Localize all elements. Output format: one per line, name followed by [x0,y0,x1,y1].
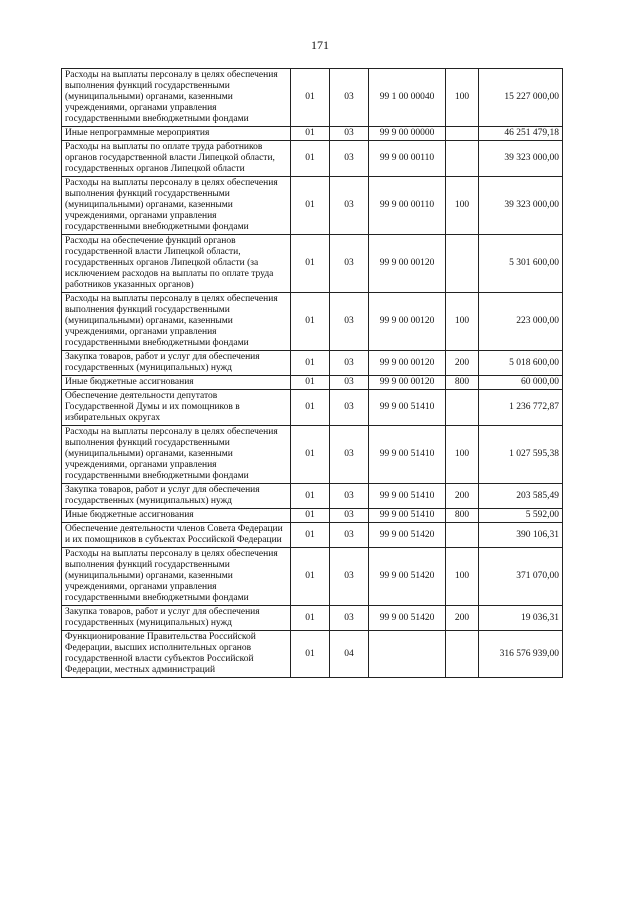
row-target-cell: 99 9 00 00120 [369,293,446,351]
row-amount-cell: 39 323 000,00 [479,177,563,235]
row-expense-cell: 100 [446,293,479,351]
row-expense-cell: 100 [446,177,479,235]
row-name-cell: Расходы на выплаты персоналу в целях обеспечения выполнения функций государственными (муниципальными) органами, казенными учреждениями, органами управления государственными внебюджетными фондами [62,177,291,235]
row-section-cell: 01 [291,351,330,376]
row-expense-cell: 200 [446,484,479,509]
row-subsection-cell: 04 [330,631,369,678]
row-subsection-cell: 03 [330,509,369,523]
row-amount-cell: 5 592,00 [479,509,563,523]
row-name-cell: Расходы на выплаты по оплате труда работников органов государственной власти Липецкой области, государственных органов Липецкой области [62,141,291,177]
table-row [62,235,563,293]
row-subsection-cell: 03 [330,69,369,127]
table-row [62,509,563,523]
row-subsection-cell: 03 [330,484,369,509]
row-name-cell: Расходы на выплаты персоналу в целях обеспечения выполнения функций государственными (муниципальными) органами, казенными учреждениями, органами управления государственными внебюджетными фондами [62,293,291,351]
row-amount-cell: 39 323 000,00 [479,141,563,177]
row-target-cell: 99 9 00 00110 [369,177,446,235]
row-section-cell: 01 [291,127,330,141]
row-target-cell [369,631,446,678]
table-row [62,376,563,390]
row-name-cell: Обеспечение деятельности депутатов Государственной Думы и их помощников в избирательных округах [62,390,291,426]
table-row [62,390,563,426]
row-expense-cell [446,390,479,426]
row-target-cell: 99 9 00 51420 [369,523,446,548]
row-section-cell: 01 [291,509,330,523]
row-subsection-cell: 03 [330,141,369,177]
row-section-cell: 01 [291,606,330,631]
row-subsection-cell: 03 [330,177,369,235]
row-target-cell: 99 9 00 00110 [369,141,446,177]
row-target-cell: 99 9 00 00120 [369,376,446,390]
table-row [62,141,563,177]
row-section-cell: 01 [291,141,330,177]
table-row [62,606,563,631]
row-section-cell: 01 [291,376,330,390]
row-name-cell: Закупка товаров, работ и услуг для обеспечения государственных (муниципальных) нужд [62,484,291,509]
table-row [62,426,563,484]
row-amount-cell: 15 227 000,00 [479,69,563,127]
row-target-cell: 99 1 00 00040 [369,69,446,127]
row-subsection-cell: 03 [330,293,369,351]
table-row [62,523,563,548]
row-section-cell: 01 [291,235,330,293]
row-subsection-cell: 03 [330,606,369,631]
row-subsection-cell: 03 [330,548,369,606]
row-amount-cell: 371 070,00 [479,548,563,606]
row-name-cell: Закупка товаров, работ и услуг для обеспечения государственных (муниципальных) нужд [62,606,291,631]
row-target-cell: 99 9 00 51410 [369,484,446,509]
row-target-cell: 99 9 00 00120 [369,235,446,293]
row-target-cell: 99 9 00 51410 [369,426,446,484]
row-name-cell: Расходы на выплаты персоналу в целях обеспечения выполнения функций государственными (муниципальными) органами, казенными учреждениями, органами управления государственными внебюджетными фондами [62,69,291,127]
table-row [62,293,563,351]
row-subsection-cell: 03 [330,426,369,484]
row-expense-cell: 800 [446,376,479,390]
row-subsection-cell: 03 [330,235,369,293]
row-expense-cell: 200 [446,351,479,376]
row-target-cell: 99 9 00 51410 [369,509,446,523]
row-amount-cell: 60 000,00 [479,376,563,390]
row-section-cell: 01 [291,293,330,351]
row-name-cell: Расходы на выплаты персоналу в целях обеспечения выполнения функций государственными (муниципальными) органами, казенными учреждениями, органами управления государственными внебюджетными фондами [62,548,291,606]
row-name-cell: Функционирование Правительства Российской Федерации, высших исполнительных органов государственной власти субъектов Российской Федерации, местных администраций [62,631,291,678]
row-subsection-cell: 03 [330,523,369,548]
row-subsection-cell: 03 [330,390,369,426]
row-amount-cell: 1 236 772,87 [479,390,563,426]
budget-table [61,68,563,678]
row-name-cell: Расходы на обеспечение функций органов государственной власти Липецкой области, государственных органов Липецкой области (за исключением расходов на выплаты по оплате труда работников указанных органов) [62,235,291,293]
row-expense-cell [446,127,479,141]
row-section-cell: 01 [291,484,330,509]
row-target-cell: 99 9 00 51420 [369,548,446,606]
row-expense-cell [446,631,479,678]
row-amount-cell: 5 301 600,00 [479,235,563,293]
row-expense-cell [446,235,479,293]
row-name-cell: Закупка товаров, работ и услуг для обеспечения государственных (муниципальных) нужд [62,351,291,376]
table-row [62,631,563,678]
row-section-cell: 01 [291,69,330,127]
row-section-cell: 01 [291,631,330,678]
row-name-cell: Иные бюджетные ассигнования [62,376,291,390]
row-target-cell: 99 9 00 51420 [369,606,446,631]
row-expense-cell: 100 [446,426,479,484]
row-name-cell: Расходы на выплаты персоналу в целях обеспечения выполнения функций государственными (муниципальными) органами, казенными учреждениями, органами управления государственными внебюджетными фондами [62,426,291,484]
row-section-cell: 01 [291,523,330,548]
row-amount-cell: 316 576 939,00 [479,631,563,678]
table-row [62,69,563,127]
row-name-cell: Иные непрограммные мероприятия [62,127,291,141]
row-section-cell: 01 [291,177,330,235]
table-row [62,484,563,509]
row-expense-cell: 200 [446,606,479,631]
table-row [62,548,563,606]
row-expense-cell: 100 [446,69,479,127]
row-amount-cell: 46 251 479,18 [479,127,563,141]
row-name-cell: Иные бюджетные ассигнования [62,509,291,523]
row-expense-cell [446,523,479,548]
row-subsection-cell: 03 [330,127,369,141]
budget-table-body [62,69,563,678]
row-amount-cell: 223 000,00 [479,293,563,351]
row-amount-cell: 5 018 600,00 [479,351,563,376]
row-section-cell: 01 [291,548,330,606]
row-name-cell: Обеспечение деятельности членов Совета Федерации и их помощников в субъектах Российской Федерации [62,523,291,548]
row-subsection-cell: 03 [330,376,369,390]
row-target-cell: 99 9 00 51410 [369,390,446,426]
row-expense-cell: 800 [446,509,479,523]
table-row [62,127,563,141]
row-expense-cell: 100 [446,548,479,606]
row-expense-cell [446,141,479,177]
row-target-cell: 99 9 00 00120 [369,351,446,376]
page-number: 171 [311,38,329,52]
row-amount-cell: 1 027 595,38 [479,426,563,484]
row-amount-cell: 203 585,49 [479,484,563,509]
row-subsection-cell: 03 [330,351,369,376]
row-target-cell: 99 9 00 00000 [369,127,446,141]
row-amount-cell: 19 036,31 [479,606,563,631]
table-row [62,351,563,376]
row-amount-cell: 390 106,31 [479,523,563,548]
row-section-cell: 01 [291,390,330,426]
row-section-cell: 01 [291,426,330,484]
table-row [62,177,563,235]
